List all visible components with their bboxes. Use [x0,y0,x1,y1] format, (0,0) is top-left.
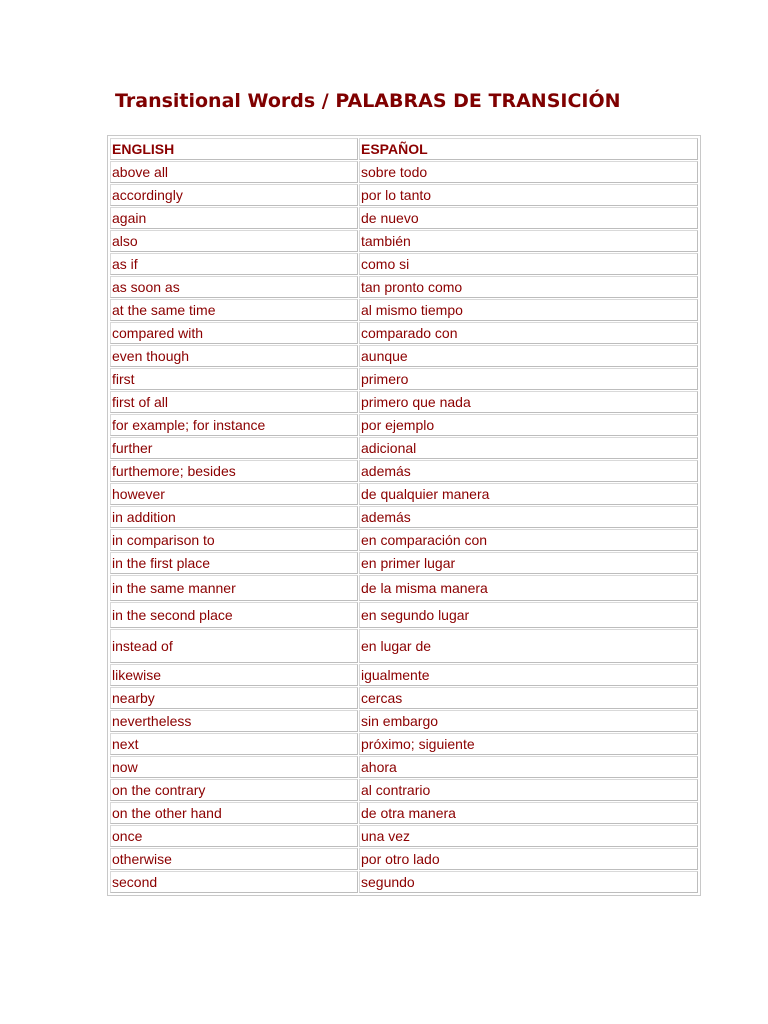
english-cell: in comparison to [110,529,358,551]
vocabulary-table [107,135,701,896]
english-cell: accordingly [110,184,358,206]
spanish-cell: primero que nada [359,391,698,413]
english-cell: compared with [110,322,358,344]
english-cell: however [110,483,358,505]
spanish-cell: adicional [359,437,698,459]
spanish-cell: además [359,506,698,528]
page-title: Transitional Words / PALABRAS DE TRANSICIÓN [115,90,621,112]
table-row [110,322,698,344]
english-cell: even though [110,345,358,367]
spanish-cell: en comparación con [359,529,698,551]
spanish-cell: de qualquier manera [359,483,698,505]
table-row [110,529,698,551]
english-cell: further [110,437,358,459]
spanish-cell: sobre todo [359,161,698,183]
spanish-cell: segundo [359,871,698,893]
english-cell: second [110,871,358,893]
spanish-cell: en lugar de [359,629,698,663]
table-row [110,687,698,709]
table-row [110,848,698,870]
spanish-cell: como si [359,253,698,275]
spanish-cell: próximo; siguiente [359,733,698,755]
spanish-cell: primero [359,368,698,390]
spanish-cell: ahora [359,756,698,778]
table-row [110,391,698,413]
spanish-cell: igualmente [359,664,698,686]
english-cell: once [110,825,358,847]
table-row [110,779,698,801]
table-row [110,664,698,686]
table-row [110,253,698,275]
english-cell: now [110,756,358,778]
table-row [110,733,698,755]
english-cell: in the second place [110,602,358,628]
english-cell: first of all [110,391,358,413]
table-row [110,368,698,390]
spanish-cell: sin embargo [359,710,698,732]
table-row [110,710,698,732]
table-header-row [110,138,698,160]
table-row [110,483,698,505]
table-row [110,414,698,436]
table-row [110,460,698,482]
spanish-cell: también [359,230,698,252]
english-cell: on the other hand [110,802,358,824]
spanish-cell: aunque [359,345,698,367]
table-row [110,802,698,824]
table-row [110,825,698,847]
spanish-cell: cercas [359,687,698,709]
spanish-cell: por otro lado [359,848,698,870]
spanish-cell: tan pronto como [359,276,698,298]
table-row [110,184,698,206]
table-row [110,276,698,298]
table-row [110,871,698,893]
english-cell: on the contrary [110,779,358,801]
spanish-cell: en segundo lugar [359,602,698,628]
spanish-cell: al mismo tiempo [359,299,698,321]
english-cell: for example; for instance [110,414,358,436]
english-cell: first [110,368,358,390]
spanish-cell: además [359,460,698,482]
spanish-cell: de otra manera [359,802,698,824]
spanish-cell: comparado con [359,322,698,344]
english-cell: instead of [110,629,358,663]
english-cell: next [110,733,358,755]
english-cell: in the first place [110,552,358,574]
english-cell: above all [110,161,358,183]
english-cell: also [110,230,358,252]
table-row [110,299,698,321]
table-row [110,207,698,229]
english-cell: as soon as [110,276,358,298]
english-cell: likewise [110,664,358,686]
column-header-spanish: ESPAÑOL [359,138,698,160]
english-cell: furthemore; besides [110,460,358,482]
spanish-cell: en primer lugar [359,552,698,574]
english-cell: in addition [110,506,358,528]
spanish-cell: de la misma manera [359,575,698,601]
spanish-cell: de nuevo [359,207,698,229]
english-cell: otherwise [110,848,358,870]
english-cell: nearby [110,687,358,709]
english-cell: again [110,207,358,229]
english-cell: nevertheless [110,710,358,732]
table-row [110,756,698,778]
table-row [110,629,698,663]
english-cell: in the same manner [110,575,358,601]
spanish-cell: una vez [359,825,698,847]
table-row [110,161,698,183]
english-cell: as if [110,253,358,275]
table-row [110,230,698,252]
table-row [110,575,698,601]
english-cell: at the same time [110,299,358,321]
table-row [110,345,698,367]
spanish-cell: al contrario [359,779,698,801]
table-row [110,552,698,574]
table-row [110,437,698,459]
table-row [110,506,698,528]
spanish-cell: por ejemplo [359,414,698,436]
column-header-english: ENGLISH [110,138,358,160]
table-row [110,602,698,628]
spanish-cell: por lo tanto [359,184,698,206]
